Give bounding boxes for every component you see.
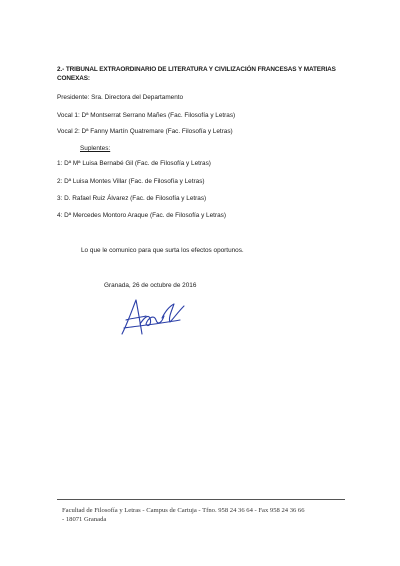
substitute-item-4: 4: Dª Mercedes Montoro Araque (Fac. de Filosofía y Letras) [57, 212, 226, 219]
footer-line2: - 18071 Granada [62, 516, 107, 523]
footer-divider [57, 499, 345, 500]
vocal1-line: Vocal 1: Dª Montserrat Serrano Mañes (Fac. Filosofía y Letras) [57, 112, 236, 119]
substitute-item-2: 2: Dª Luisa Montes Villar (Fac. de Filosofía y Letras) [57, 178, 205, 185]
closing-text: Lo que le comunico para que surta los efectos oportunos. [81, 247, 244, 254]
place-date: Granada, 26 de octubre de 2016 [104, 282, 197, 289]
substitutes-heading: Suplentes: [80, 145, 111, 152]
section-title-line1: 2.- TRIBUNAL EXTRAORDINARIO DE LITERATURA Y CIVILIZACIÓN FRANCESAS Y MATERIAS [57, 66, 336, 73]
substitute-item-3: 3: D. Rafael Ruiz Álvarez (Fac. de Filosofía y Letras) [57, 195, 207, 202]
section-title-line2: CONEXAS: [57, 75, 90, 82]
president-line: Presidente: Sra. Directora del Departamento [57, 94, 184, 101]
substitute-item-1: 1: Dª Mª Luisa Bernabé Gil (Fac. de Filosofía y Letras) [57, 160, 211, 167]
footer-line1: Facultad de Filosofía y Letras - Campus de Cartuja - Tfno. 958 24 36 64 - Fax 958 24 36 66 [62, 507, 305, 514]
footer [62, 506, 347, 524]
vocal2-line: Vocal 2: Dª Fanny Martín Quatremare (Fac. Filosofía y Letras) [57, 128, 233, 135]
handwritten-signature [118, 294, 186, 340]
